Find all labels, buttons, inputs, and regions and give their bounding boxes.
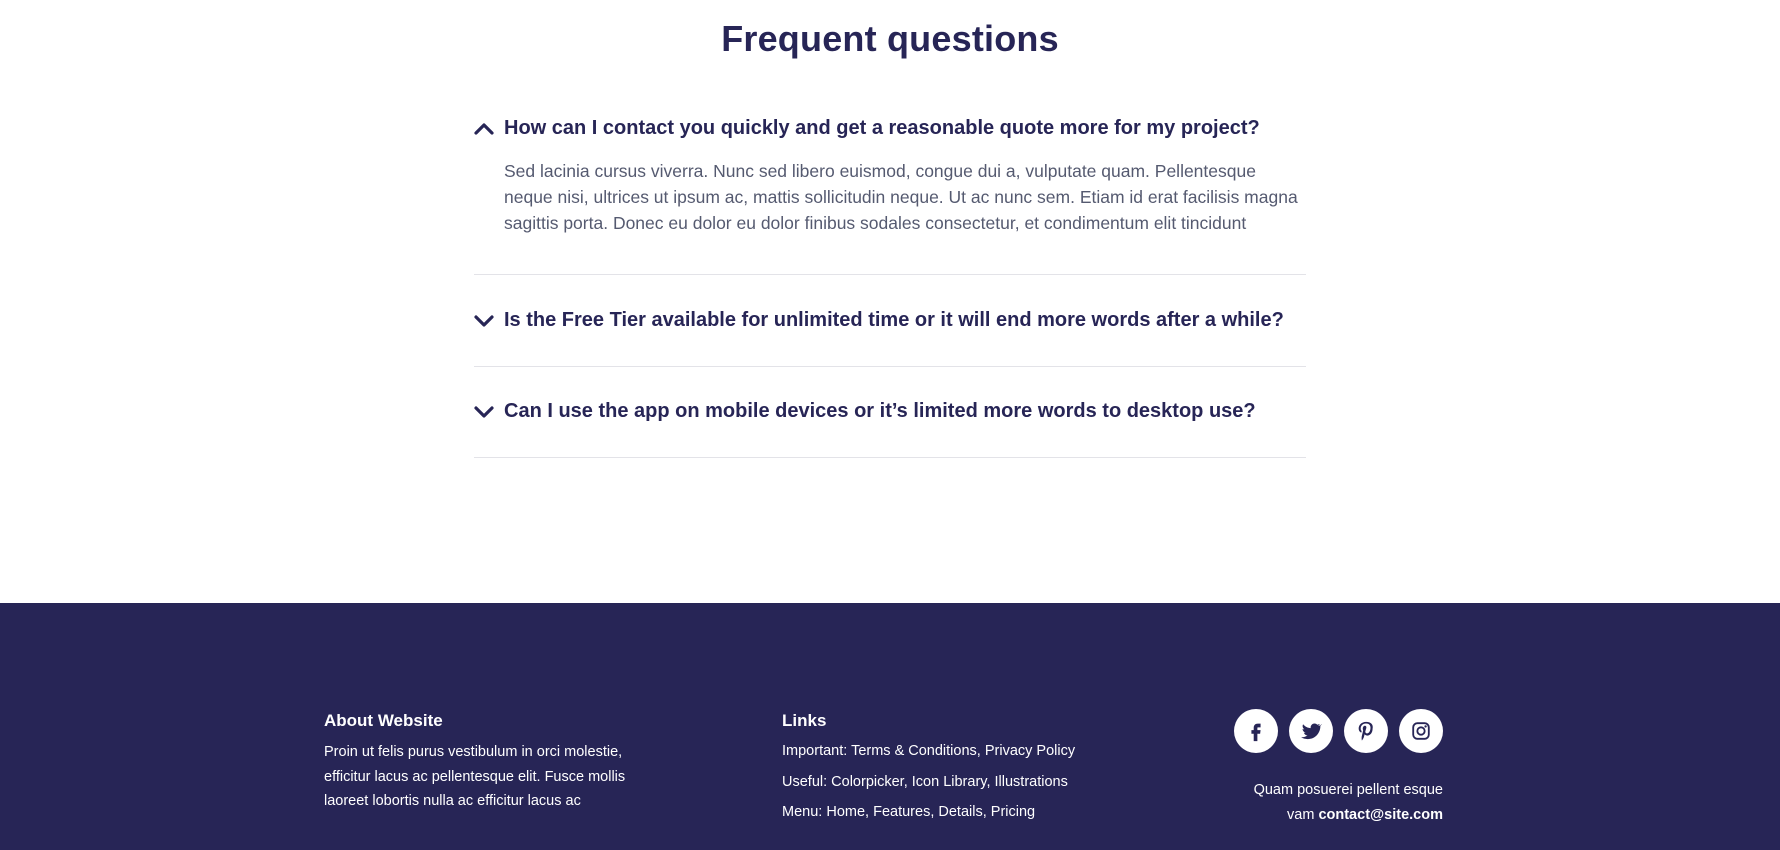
- link-home[interactable]: Home: [826, 804, 866, 820]
- pinterest-icon[interactable]: [1344, 709, 1388, 753]
- footer-contact: [1183, 778, 1443, 827]
- chevron-down-icon: [474, 311, 504, 331]
- chevron-down-icon: [474, 402, 504, 422]
- faq-question-toggle[interactable]: [474, 309, 1306, 332]
- footer-links-title: Links: [782, 711, 827, 730]
- link-features[interactable]: Features: [873, 804, 931, 820]
- faq-question-text: How can I contact you quickly and get a reasonable quote more for my project?: [504, 117, 1260, 139]
- link-details[interactable]: Details: [938, 804, 983, 820]
- contact-line-1: Quam posuerei pellent esque: [1253, 782, 1443, 798]
- footer-links-column: [782, 711, 1182, 823]
- contact-line-2: [1183, 803, 1443, 828]
- chevron-up-icon: [474, 119, 504, 139]
- instagram-icon[interactable]: [1399, 709, 1443, 753]
- footer-about-column: [324, 711, 654, 814]
- link-row-label: Useful:: [782, 773, 828, 790]
- link-pricing[interactable]: Pricing: [990, 804, 1036, 820]
- link-icon-library[interactable]: Icon Library: [911, 773, 987, 790]
- link-row-label: Important:: [782, 743, 848, 759]
- link-colorpicker[interactable]: Colorpicker: [831, 773, 904, 790]
- contact-line-2-prefix: vam: [1287, 806, 1315, 823]
- footer-social-column: [1183, 709, 1443, 827]
- link-privacy[interactable]: Privacy Policy: [984, 743, 1076, 759]
- footer-about-title: About Website: [324, 711, 443, 730]
- faq-list: [474, 100, 1306, 458]
- twitter-icon[interactable]: [1289, 709, 1333, 753]
- faq-question-text: Can I use the app on mobile devices or it’s limited more words to desktop use?: [504, 400, 1256, 422]
- faq-question-text: Is the Free Tier available for unlimited time or it will end more words after a while?: [504, 309, 1284, 331]
- faq-item: [474, 100, 1306, 275]
- faq-item: [474, 367, 1306, 458]
- faq-item: [474, 275, 1306, 367]
- faq-question-toggle[interactable]: [474, 400, 1306, 423]
- link-illustrations[interactable]: Illustrations: [994, 773, 1068, 790]
- faq-title: Frequent questions: [721, 18, 1059, 59]
- facebook-icon[interactable]: [1234, 709, 1278, 753]
- footer-link-row-menu: Menu: Home, Features, Details, Pricing: [782, 804, 1036, 820]
- footer-link-row-important: Important: Terms & Conditions, Privacy Policy: [782, 743, 1076, 759]
- footer-link-row-useful: Useful: Colorpicker, Icon Library, Illustrations: [782, 773, 1068, 790]
- footer-about-text: Proin ut felis purus vestibulum in orci molestie, efficitur lacus ac pellentesque elit. Fusce mollis laoreet lobortis nulla ac efficitur lacus ac: [324, 744, 626, 809]
- contact-email-link[interactable]: contact@site.com: [1318, 806, 1443, 823]
- link-row-label: Menu:: [782, 804, 823, 820]
- link-terms[interactable]: Terms & Conditions: [851, 743, 977, 759]
- footer: [0, 603, 1780, 850]
- faq-question-toggle[interactable]: [474, 117, 1306, 140]
- social-icons: [1183, 709, 1443, 753]
- faq-answer: Sed lacinia cursus viverra. Nunc sed libero euismod, congue dui a, vulputate quam. Pellentesque neque nisi, ultrices ut ipsum ac, mattis sollicitudin neque. Ut ac nunc sem. Etiam id erat facilisis magna sagittis porta. Donec eu dolor eu dolor finibus sodales consectetur, et condimentum elit tincidunt: [504, 161, 1298, 233]
